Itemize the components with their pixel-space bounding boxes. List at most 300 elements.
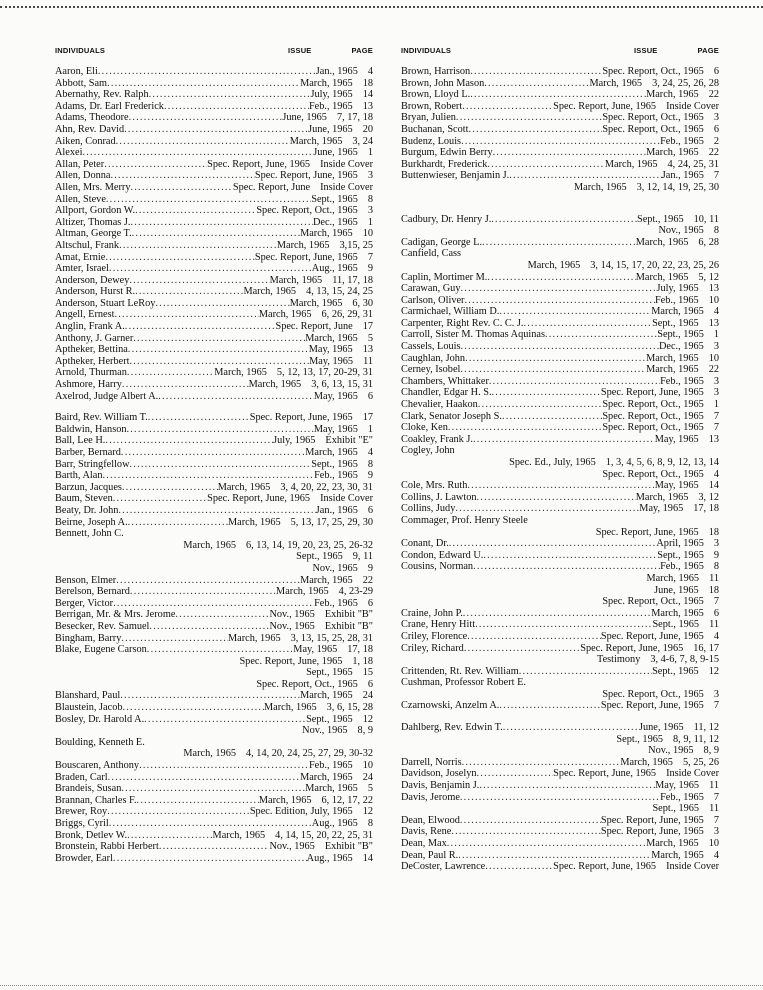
entry-pages: 3	[367, 170, 373, 182]
entry-pages: 3, 24, 25, 26, 28	[652, 77, 719, 89]
index-entry	[55, 748, 373, 760]
index-entry	[401, 480, 719, 492]
index-entry	[401, 492, 719, 504]
entry-issue: March, 1965	[258, 794, 312, 806]
index-entry	[55, 228, 373, 240]
entry-issue: Dec., 1965	[312, 216, 358, 228]
section-gap	[401, 194, 719, 204]
index-entry	[55, 644, 373, 656]
entry-name: Darrell, Norris	[401, 756, 462, 768]
entry-pages: 11	[709, 780, 719, 792]
entry-name: Cassels, Louis	[401, 341, 461, 353]
entry-pages: 6	[713, 123, 719, 135]
index-entry	[401, 124, 719, 136]
index-entry	[55, 240, 373, 252]
entry-issue: March, 1965	[635, 271, 689, 283]
entry-issue: Sept., 1965	[652, 619, 700, 631]
index-entry	[401, 329, 719, 341]
entry-pages: 3, 4, 20, 22, 23, 30, 31	[280, 481, 373, 493]
index-entry	[401, 136, 719, 148]
entry-pages: 3	[713, 112, 719, 124]
index-entry	[55, 714, 373, 726]
entry-name: Cadbury, Dr. Henry J.	[401, 213, 492, 225]
entry-issue: Spec. Report, June, 1965	[207, 158, 311, 170]
entry-issue: March, 1965	[589, 77, 643, 89]
entry-name: Ball, Lee H.	[55, 435, 106, 447]
entry-pages: 22	[708, 89, 719, 101]
entry-pages: 4, 14, 15, 20, 22, 25, 31	[275, 829, 373, 841]
entry-pages: 11, 17, 18	[332, 274, 373, 286]
entry-pages: 1	[713, 329, 719, 341]
entry-pages: 7	[713, 596, 719, 608]
index-entry	[55, 275, 373, 287]
entry-pages: 3, 13, 15, 25, 28, 31	[290, 632, 373, 644]
entry-pages: 10	[708, 352, 719, 364]
entry-name: Caughlan, John	[401, 352, 466, 364]
index-entry	[401, 757, 719, 769]
entry-pages: 2	[713, 135, 719, 147]
dot-leader	[482, 237, 636, 249]
dot-leader	[175, 609, 269, 621]
entry-name: Baldwin, Hanson	[55, 423, 127, 435]
entry-name: Altschul, Frank	[55, 239, 120, 251]
dot-leader	[121, 447, 305, 459]
entry-pages: 8, 9	[357, 725, 373, 737]
dot-leader	[470, 89, 646, 101]
dot-leader	[118, 505, 315, 517]
index-entry	[55, 333, 373, 345]
entry-issue: Spec. Report, June, 1965	[553, 861, 657, 873]
entry-pages: 8	[713, 561, 719, 573]
entry-issue: Sept., 1965	[652, 803, 700, 815]
entry-issue: Aug., 1965	[311, 818, 358, 829]
entry-name: Brown, Harrison	[401, 66, 471, 77]
index-entry	[55, 321, 373, 333]
entry-pages: 5	[367, 783, 373, 795]
entry-issue: March, 1965	[527, 259, 581, 271]
index-entry	[55, 586, 373, 598]
entry-name: Barzun, Jacques	[55, 481, 122, 493]
entry-pages: Exhibit "E"	[325, 435, 373, 447]
entry-pages: 4	[367, 447, 373, 458]
dot-leader	[499, 700, 600, 712]
entry-issue: Spec. Report, Oct., 1965	[256, 678, 358, 690]
index-entry	[401, 826, 719, 838]
dot-leader	[477, 492, 636, 504]
index-entry	[401, 78, 719, 90]
index-entry	[55, 795, 373, 807]
entry-name: Clark, Senator Joseph S.	[401, 410, 502, 422]
entry-name: Altizer, Thomas J.	[55, 216, 131, 228]
dot-leader	[109, 818, 312, 830]
index-entry	[55, 806, 373, 818]
entry-issue: June, 1965	[313, 147, 358, 159]
index-entry	[401, 619, 719, 631]
entry-issue: May, 1965	[293, 644, 338, 656]
entry-issue: Sept., 1965	[652, 317, 699, 329]
entry-issue: Sept., 1965	[306, 713, 353, 725]
entry-pages: 9	[713, 549, 719, 561]
entry-pages: 17, 18	[347, 644, 373, 656]
entry-name: Besecker, Rev. Samuel	[55, 620, 150, 632]
dot-leader	[127, 424, 314, 436]
entry-pages: 8, 9	[703, 745, 719, 757]
entry-name: Burkhardt, Frederick	[401, 158, 488, 170]
entry-pages: 7	[367, 251, 373, 263]
dot-leader	[116, 136, 290, 148]
entry-pages: 5	[367, 332, 373, 344]
entry-issue: Spec. Report, Oct., 1965	[602, 66, 704, 77]
index-entry	[401, 768, 719, 780]
entry-name: Altman, George T.	[55, 228, 132, 240]
index-entry	[55, 482, 373, 494]
entry-issue: Spec. Report, Oct., 1965	[602, 468, 704, 480]
entry-issue: Feb., 1965	[308, 100, 353, 112]
entry-issue: March, 1965	[300, 574, 353, 586]
index-entry	[401, 422, 719, 434]
dot-leader	[462, 757, 621, 769]
dot-leader	[110, 170, 254, 182]
index-entry	[55, 760, 373, 772]
entry-pages: 5, 13, 17, 25, 29, 30	[290, 516, 373, 528]
entry-issue: July, 1965	[310, 89, 353, 101]
index-entry	[55, 286, 373, 298]
dot-leader	[149, 89, 311, 101]
entry-pages: 4, 14, 20, 24, 25, 27, 29, 30-32	[246, 748, 373, 760]
index-entry	[55, 263, 373, 275]
entry-pages: 8, 9, 11, 12	[673, 733, 719, 745]
entry-name: Dean, Paul R.	[401, 849, 459, 861]
entry-issue: May, 1965	[654, 480, 699, 492]
dot-leader	[109, 263, 312, 275]
entry-issue: March, 1965	[305, 783, 358, 795]
entry-name: Dahlberg, Rev. Edwin T.	[401, 722, 503, 734]
index-entry	[401, 457, 719, 469]
dot-leader	[456, 112, 602, 124]
entry-issue: Spec. Report, Oct., 1965	[602, 123, 704, 135]
dot-leader	[121, 633, 228, 645]
entry-pages: 8	[367, 818, 373, 829]
entry-name: Barth, Alan	[55, 470, 103, 482]
entry-issue: Sept., 1965	[311, 458, 358, 470]
dot-leader	[479, 780, 655, 792]
dot-leader	[487, 159, 605, 171]
dot-leader	[130, 217, 312, 229]
dot-leader	[147, 644, 294, 656]
dot-leader	[158, 391, 314, 403]
index-entry	[401, 341, 719, 353]
entry-name: Beaty, Dr. John	[55, 504, 119, 516]
entry-pages: 12	[362, 713, 373, 725]
entry-name: Abbott, Sam	[55, 77, 108, 89]
entry-issue: Nov., 1965	[269, 609, 315, 621]
dot-leader	[121, 783, 305, 795]
entry-issue: Feb., 1965	[314, 597, 358, 609]
index-entry	[401, 654, 719, 666]
entry-name: Carpenter, Right Rev. C. C. J.	[401, 317, 524, 329]
dot-leader	[144, 714, 306, 726]
index-entry	[401, 503, 719, 515]
entry-pages: 3, 4-6, 7, 8, 9-15	[650, 654, 719, 666]
entry-name: Allen, Mrs. Merry	[55, 181, 131, 193]
entry-issue: Spec. Report, June, 1965	[254, 170, 358, 182]
index-entry	[401, 527, 719, 539]
index-entry	[401, 170, 719, 182]
dot-leader	[82, 147, 313, 159]
entry-pages: 11	[709, 803, 719, 815]
entry-issue: March, 1965	[300, 690, 353, 702]
entry-pages: 3	[713, 688, 719, 700]
dot-leader	[135, 286, 243, 298]
entry-issue: March, 1965	[217, 481, 271, 493]
entry-pages: 9, 11	[352, 551, 373, 563]
entry-issue: March, 1965	[300, 771, 353, 783]
entry-pages: 4, 13, 15, 24, 25	[306, 286, 373, 298]
entry-name: Crittenden, Rt. Rev. William	[401, 665, 519, 677]
entry-issue: May, 1965	[655, 780, 700, 792]
entry-issue: Spec. Report, June, 1965	[600, 814, 704, 826]
entry-issue: Feb., 1965	[654, 294, 699, 306]
entry-issue: Sept., 1965	[616, 733, 664, 745]
entry-issue: March, 1965	[646, 352, 699, 364]
entry-pages: 9	[367, 470, 373, 482]
entry-issue: March, 1965	[243, 286, 297, 298]
entry-name: Arnold, Thurman	[55, 367, 127, 379]
entry-name: Cerney, Isobel	[401, 364, 461, 376]
dot-leader	[465, 295, 655, 307]
index-entry	[55, 598, 373, 610]
index-entry	[401, 318, 719, 330]
index-entry	[55, 459, 373, 471]
index-entry	[401, 677, 719, 689]
entry-issue: June, 1965	[639, 722, 684, 734]
entry-pages: 1	[367, 423, 373, 435]
entry-name: Bosley, Dr. Harold A.	[55, 713, 145, 725]
dot-leader	[130, 356, 310, 368]
entry-pages: 6, 28	[698, 236, 719, 248]
entry-issue: Sept., 1965	[657, 329, 704, 341]
index-entry	[401, 225, 719, 237]
entry-name: Ahn, Rev. David	[55, 123, 125, 135]
entry-pages: 15	[362, 667, 373, 679]
entry-name: Aptheker, Herbert	[55, 355, 130, 367]
entry-pages: Inside Cover	[320, 158, 373, 170]
entry-issue: March, 1965	[248, 379, 302, 391]
dot-leader	[465, 353, 646, 365]
entry-pages: 24	[362, 690, 373, 702]
entry-name: Ashmore, Harry	[55, 379, 122, 391]
entry-pages: 1, 18	[352, 655, 373, 667]
index-entry	[55, 309, 373, 321]
entry-pages: 4, 23-29	[338, 586, 373, 598]
entry-pages: 11, 12	[693, 722, 719, 734]
entry-issue: Spec. Report, June, 1965	[254, 251, 358, 263]
dot-leader	[130, 459, 312, 471]
entry-issue: May, 1965	[654, 433, 699, 445]
entry-issue: Spec. Ed., July, 1965	[509, 457, 596, 468]
entry-pages: 3	[713, 387, 719, 399]
entry-name: Barr, Stringfellow	[55, 458, 130, 470]
entry-issue: June, 1965	[654, 584, 699, 596]
entry-issue: Jan., 1965	[315, 504, 358, 516]
entry-name: Anthony, J. Garner	[55, 332, 134, 344]
dot-leader	[463, 608, 651, 620]
dot-leader	[98, 66, 316, 78]
entry-pages: 13	[362, 344, 373, 356]
entry-name: Chandler, Edgar H. S.	[401, 387, 492, 399]
entry-pages: 3	[367, 205, 373, 217]
entry-pages: 13	[708, 433, 719, 445]
entry-name: Budenz, Louis	[401, 135, 462, 147]
entry-name: Conant, Dr.	[401, 538, 449, 550]
dot-leader	[523, 318, 652, 330]
index-entry	[401, 260, 719, 272]
entry-pages: 14	[362, 89, 373, 101]
index-entry	[401, 283, 719, 295]
entry-pages: 11	[363, 355, 373, 367]
entry-pages: 11	[709, 572, 719, 584]
index-entry	[55, 656, 373, 668]
index-entry	[401, 861, 719, 873]
entry-pages: 7	[713, 422, 719, 434]
index-entry	[401, 469, 719, 481]
entry-issue: Spec. Report, Oct., 1965	[602, 410, 704, 422]
entry-issue: May, 1965	[313, 390, 358, 402]
dot-leader	[113, 853, 307, 865]
entry-issue: March, 1965	[228, 632, 281, 644]
entry-issue: March, 1965	[276, 586, 329, 598]
entry-name: Baum, Steven	[55, 493, 113, 505]
entry-pages: 8	[367, 193, 373, 205]
index-entry	[401, 803, 719, 815]
index-entry	[55, 702, 373, 714]
entry-name: Beirne, Joseph A.	[55, 516, 128, 528]
entry-issue: March, 1965	[305, 447, 358, 458]
entry-issue: Spec. Report, June	[275, 321, 353, 333]
index-entry	[55, 217, 373, 229]
dot-leader	[148, 412, 250, 424]
dot-leader	[127, 367, 214, 379]
index-entry	[55, 575, 373, 587]
entry-name: Carmichael, William D.	[401, 306, 500, 318]
entry-pages: 10	[362, 760, 373, 772]
index-entry	[55, 528, 373, 540]
entry-name: DeCoster, Lawrence	[401, 861, 486, 873]
entry-name: Dean, Elwood	[401, 814, 460, 826]
entry-issue: March, 1965	[651, 607, 704, 619]
dot-leader	[461, 341, 659, 353]
entry-issue: March, 1965	[289, 135, 343, 147]
entry-issue: June, 1965	[282, 112, 327, 124]
dot-leader	[469, 124, 603, 136]
entry-issue: March, 1965	[276, 239, 330, 251]
index-entry	[401, 666, 719, 678]
index-entry	[55, 841, 373, 853]
dot-leader	[462, 101, 553, 113]
dot-leader	[102, 470, 314, 482]
dot-leader	[105, 435, 273, 447]
entry-name: Adams, Dr. Earl Frederick	[55, 100, 164, 112]
entry-pages: 11	[709, 619, 719, 631]
entry-name: Cadigan, George L.	[401, 236, 483, 248]
index-entry	[55, 356, 373, 368]
index-entry	[401, 147, 719, 159]
entry-pages: 13	[708, 283, 719, 295]
header-page: PAGE	[351, 46, 373, 55]
index-entry	[55, 517, 373, 529]
dot-leader	[483, 550, 657, 562]
dot-leader	[131, 182, 233, 194]
entry-pages: 3, 12	[698, 491, 719, 503]
index-entry	[55, 667, 373, 679]
dot-leader	[164, 101, 309, 113]
entry-pages: 12	[708, 665, 719, 677]
entry-pages: Inside Cover	[666, 100, 719, 112]
dot-leader	[458, 850, 651, 862]
entry-issue: Spec. Report, Oct., 1965	[602, 688, 704, 700]
entry-pages: 4	[713, 306, 719, 318]
dot-leader	[460, 792, 660, 804]
index-entry	[55, 136, 373, 148]
entry-pages: Exhibit "B"	[324, 609, 373, 621]
entry-issue: Spec. Edition, July, 1965	[249, 806, 353, 818]
index-entry	[55, 344, 373, 356]
entry-pages: 3	[713, 375, 719, 387]
index-entry	[55, 124, 373, 136]
entry-name: Cole, Mrs. Ruth	[401, 480, 468, 492]
dot-leader	[499, 306, 651, 318]
entry-name: Cushman, Professor Robert E.	[401, 677, 526, 689]
dot-leader	[489, 376, 660, 388]
index-entry	[401, 89, 719, 101]
entry-issue: March, 1965	[183, 539, 236, 551]
entry-issue: Nov., 1965	[302, 725, 348, 737]
entry-issue: Spec. Report, June	[232, 181, 311, 193]
entry-pages: 4	[713, 468, 719, 480]
dot-leader	[159, 841, 270, 853]
entry-pages: 14	[708, 480, 719, 492]
entry-name: Allen, Donna	[55, 170, 111, 182]
entry-issue: Spec. Report, June, 1965	[600, 387, 704, 399]
entry-pages: 5, 12	[698, 271, 719, 283]
dot-leader	[493, 147, 646, 159]
entry-issue: March, 1965	[646, 572, 700, 584]
entry-issue: March, 1965	[635, 236, 689, 248]
bottom-dotted-rule	[0, 985, 763, 986]
entry-name: Boulding, Kenneth E.	[55, 736, 145, 748]
entry-name: Caplin, Mortimer M.	[401, 271, 488, 283]
entry-name: Anderson, Dewey	[55, 274, 130, 286]
entry-pages: 3	[713, 341, 719, 353]
entry-issue: Spec. Report, Oct., 1965	[256, 205, 358, 217]
entry-name: Brewer, Roy	[55, 806, 108, 818]
entry-name: Berelson, Bernard	[55, 586, 130, 598]
dot-leader	[113, 598, 314, 610]
dot-leader	[119, 240, 277, 252]
entry-name: Aptheker, Bettina	[55, 344, 128, 356]
entry-issue: Spec. Report, June, 1965	[553, 768, 657, 780]
dot-leader	[107, 806, 250, 818]
entry-pages: 1	[367, 147, 373, 159]
entry-name: Cousins, Norman	[401, 561, 474, 573]
entry-name: Blanshard, Paul	[55, 690, 121, 702]
index-entry	[55, 609, 373, 621]
entry-pages: Inside Cover	[320, 493, 373, 505]
entry-pages: 4	[713, 630, 719, 642]
entry-name: Criley, Florence	[401, 630, 468, 642]
dot-leader	[467, 631, 601, 643]
entry-pages: 6, 26, 29, 31	[321, 309, 373, 321]
